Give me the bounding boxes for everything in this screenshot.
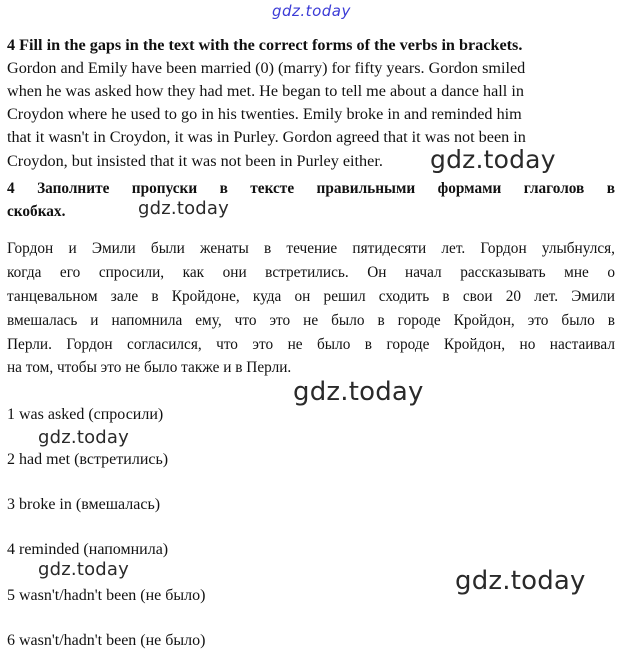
- watermark-1: gdz.today: [430, 145, 556, 174]
- answer-5: 5 wasn't/hadn't been (не было): [7, 587, 206, 604]
- english-line-3: Croydon where he used to go in his twenties. Emily broke in and reminded him: [7, 105, 522, 123]
- russian-line-4: вмешалась и напомнила ему, что это не было в городе Кройдон, это было в: [7, 312, 615, 329]
- russian-line-5: Перли. Гордон согласился, что это не было в городе Кройдон, но настаивал: [7, 336, 615, 353]
- answer-1: 1 was asked (спросили): [7, 406, 164, 423]
- watermark-5: gdz.today: [38, 559, 130, 580]
- watermark-4: gdz.today: [38, 427, 130, 448]
- english-heading: 4 Fill in the gaps in the text with the correct forms of the verbs in brackets.: [7, 36, 523, 54]
- english-line-5: Croydon, but insisted that it was not been in Purley either.: [7, 152, 383, 170]
- answer-4: 4 reminded (напомнила): [7, 541, 169, 558]
- russian-line-1: Гордон и Эмили были женаты в течение пятидесяти лет. Гордон улыбнулся,: [7, 240, 615, 257]
- russian-heading-line-1: 4 Заполните пропуски в тексте правильными формами глаголов в: [7, 180, 615, 197]
- russian-heading-line-2: скобках.: [7, 203, 66, 220]
- russian-line-6: на том, чтобы это не было также и в Перли.: [7, 359, 292, 376]
- english-line-4: that it wasn't in Croydon, it was in Purley. Gordon agreed that it was not been in: [7, 128, 526, 146]
- russian-line-3: танцевальном зале в Кройдоне, куда он решил сходить в свои 20 лет. Эмили: [7, 288, 615, 305]
- answer-2: 2 had met (встретились): [7, 451, 169, 468]
- watermark-2: gdz.today: [138, 198, 230, 219]
- english-line-1: Gordon and Emily have been married (0) (marry) for fifty years. Gordon smiled: [7, 59, 526, 77]
- watermark-6: gdz.today: [455, 566, 586, 596]
- watermark-3: gdz.today: [293, 377, 424, 407]
- english-line-2: when he was asked how they had met. He began to tell me about a dance hall in: [7, 82, 524, 100]
- russian-line-2: когда его спросили, как они встретились. Он начал рассказывать мне о: [7, 264, 615, 281]
- answer-6: 6 wasn't/hadn't been (не было): [7, 632, 206, 649]
- watermark-top: gdz.today: [272, 2, 351, 20]
- answer-3: 3 broke in (вмешалась): [7, 496, 161, 513]
